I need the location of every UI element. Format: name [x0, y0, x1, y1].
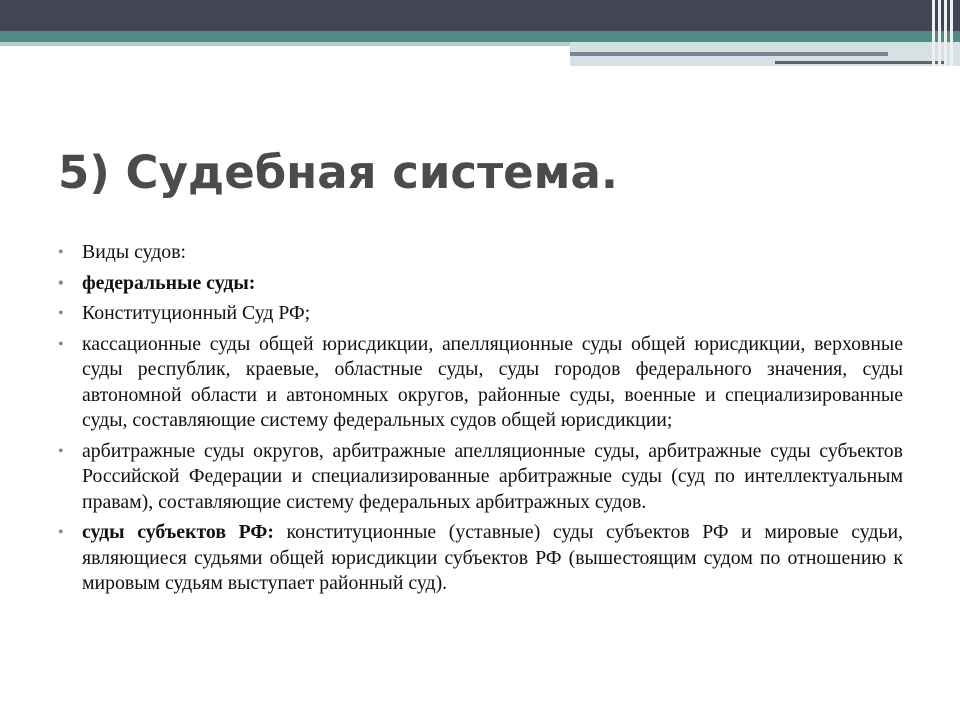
- bullet-item: [58, 520, 903, 597]
- header-stripes: [928, 0, 960, 66]
- bullet-list: [58, 240, 903, 602]
- bullet-item: • кассационные суды общей юрисдикции, апелляционные суды общей юрисдикции, верховные суды республик, краевые, областные суды, суды городов федерального значения, суды автономной области и автономных округов, районные суды, военные и специализированные суды, составляющие систему федеральных судов общей юрисдикции;: [58, 332, 903, 434]
- bullet-item: • федеральные суды:: [58, 271, 903, 297]
- bullet-text: конституционные (уставные) суды субъектов РФ и мировые судьи, являющиеся судьями общей юрисдикции субъектов РФ (вышестоящим судом по отношению к мировым судьям выступает районный суд).: [82, 521, 903, 594]
- bullet-item: • Виды судов:: [58, 240, 903, 266]
- header-accent-line-short: [775, 61, 945, 64]
- header-teal-band: [0, 31, 960, 42]
- bullet-lead: суды субъектов РФ:: [82, 521, 274, 543]
- header-teal-light-line: [0, 42, 570, 46]
- bullet-item: • Конституционный Суд РФ;: [58, 301, 903, 327]
- slide-title: 5) Судебная система.: [58, 146, 618, 199]
- header-dark-band: [0, 0, 960, 31]
- header-accent-line: [570, 52, 888, 56]
- bullet-item: • арбитражные суды округов, арбитражные апелляционные суды, арбитражные суды субъектов Российской Федерации и специализированные арбитражные суды (суд по интеллектуальным правам), составляющие систему федеральных арбитражных судов.: [58, 439, 903, 516]
